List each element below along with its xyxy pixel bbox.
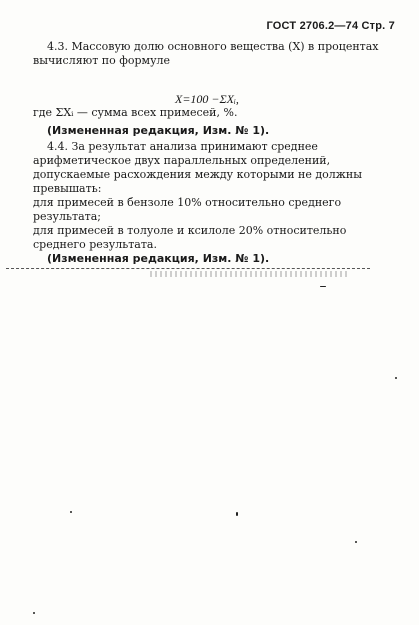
where-clause: где ΣXᵢ — сумма всех примесей, %. xyxy=(33,106,238,119)
running-title: ГОСТ 2706.2—74 Стр. 7 xyxy=(266,20,395,32)
scan-speck xyxy=(33,612,35,614)
benzene-tolerance: для примесей в бензоле 10% относительно среднего результата; xyxy=(33,196,342,223)
section-4-3-text: 4.3. Массовую долю основного вещества (X) в процентах вычисляют по формуле xyxy=(33,40,379,67)
section-4-4-text: 4.4. За результат анализа принимают среднее арифметическое двух параллельных определений, допускаемые расхождения между которыми не должны превышать: xyxy=(33,140,362,195)
scan-speck xyxy=(70,511,72,513)
end-rule xyxy=(6,268,370,269)
revision-note-1: (Измененная редакция, Изм. № 1). xyxy=(47,124,270,137)
scan-speck xyxy=(355,541,357,543)
revision-note-2: (Измененная редакция, Изм. № 1). xyxy=(47,252,270,265)
scan-noise xyxy=(150,271,350,277)
scan-speck xyxy=(320,286,326,287)
scan-speck xyxy=(395,377,397,379)
revision-note-1-block xyxy=(33,124,398,138)
section-4-3 xyxy=(33,40,398,68)
section-4-4 xyxy=(33,140,398,266)
toluene-xylene-tolerance: для примесей в толуоле и ксилоле 20% относительно среднего результата. xyxy=(33,224,347,251)
formula: X=100 −ΣXᵢ, xyxy=(175,92,239,106)
scan-speck xyxy=(236,512,238,516)
where-clause-block xyxy=(33,106,398,120)
